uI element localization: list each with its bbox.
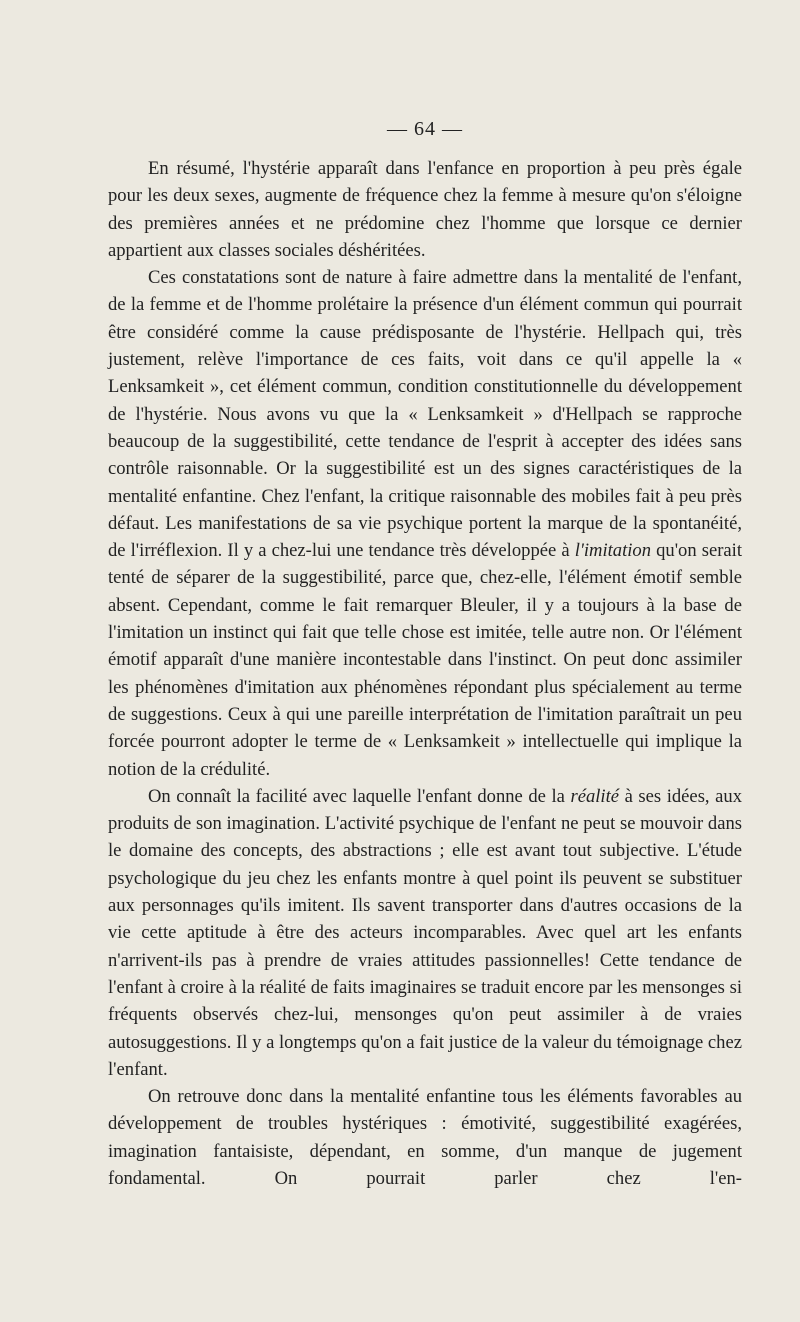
paragraph-conclusion	[108, 1083, 742, 1192]
italic-term: l'imitation	[574, 540, 651, 562]
paragraph-text: à ses idées, aux produits de son imagination. L'activité psychique de l'enfant ne peut se mouvoir dans le domaine des concepts, des abstractions ; elle est avant tout subjective. L'étude psychologique du jeu chez les enfants montre à quel point ils peuvent se substituer aux personnages qu'ils imitent. Ils savent transporter dans d'autres occasions de la vie cette aptitude à être des acteurs incomparables. Avec quel art les enfants n'arrivent-ils pas à prendre de vraies attitudes passionnelles! Cette tendance de l'enfant à croire à la réalité de faits imaginaires se traduit encore par les mensonges si fréquents observés chez-lui, mensonges qu'on peut assimiler à de vraies autosuggestions. Il y a longtemps qu'on a fait justice de la valeur du témoignage chez l'enfant.	[108, 785, 742, 1080]
paragraph-text: qu'on serait tenté de séparer de la suggestibilité, parce que, chez-elle, l'élément émotif semble absent. Cependant, comme le fait remarquer Bleuler, il y a toujours à la base de l'imitation un instinct qui fait que telle chose est imitée, telle autre non. Or l'élément émotif apparaît d'une manière incontestable dans l'instinct. On peut donc assimiler les phénomènes d'imitation aux phénomènes répondant plus spécialement au terme de suggestions. Ceux à qui une pareille interprétation de l'imitation paraîtrait un peu forcée pourront adopter le terme de « Lenksamkeit » intellectuelle qui implique la notion de la crédulité.	[108, 540, 742, 780]
paragraph-text: On connaît la facilité avec laquelle l'enfant donne de la	[148, 785, 571, 807]
paragraph-text: En résumé, l'hystérie apparaît dans l'enfance en proportion à peu près égale pour les deux sexes, augmente de fréquence chez la femme à mesure qu'on s'éloigne des premières années et ne prédomine chez l'homme que lorsque ce dernier appartient aux classes sociales déshéritées.	[108, 158, 742, 261]
page-number: — 64 —	[387, 118, 463, 140]
paragraph-summary	[108, 155, 742, 264]
paragraph-realite	[108, 783, 742, 1083]
paragraph-text: Ces constatations sont de nature à faire admettre dans la mentalité de l'enfant, de la femme et de l'homme prolétaire la présence d'un élément commun qui pourrait être considéré comme la cause prédisposante de l'hystérie. Hellpach qui, très justement, relève l'importance de ces faits, voit dans ce qu'il appelle la « Lenksamkeit », cet élément commun, condition constitutionnelle du développement de l'hystérie. Nous avons vu que la « Lenksamkeit » d'Hellpach se rapproche beaucoup de la suggestibilité, cette tendance de l'esprit à accepter des idées sans contrôle raisonnable. Or la suggestibilité est un des signes caractéristiques de la mentalité enfantine. Chez l'enfant, la critique raisonnable des mobiles fait à peu près défaut. Les manifestations de sa vie psychique portent la marque de la spontanéité, de l'irréflexion. Il y a chez-lui une tendance très développée à	[108, 267, 742, 562]
paragraph-constatations	[108, 264, 742, 783]
italic-term: réalité	[570, 785, 620, 807]
paragraph-text: On retrouve donc dans la mentalité enfantine tous les éléments favorables au développement de troubles hystériques : émotivité, suggestibilité exagérées, imagination fantaisiste, dépendant, en somme, d'un manque de jugement fondamental. On pourrait parler chez l'en-	[108, 1086, 742, 1189]
